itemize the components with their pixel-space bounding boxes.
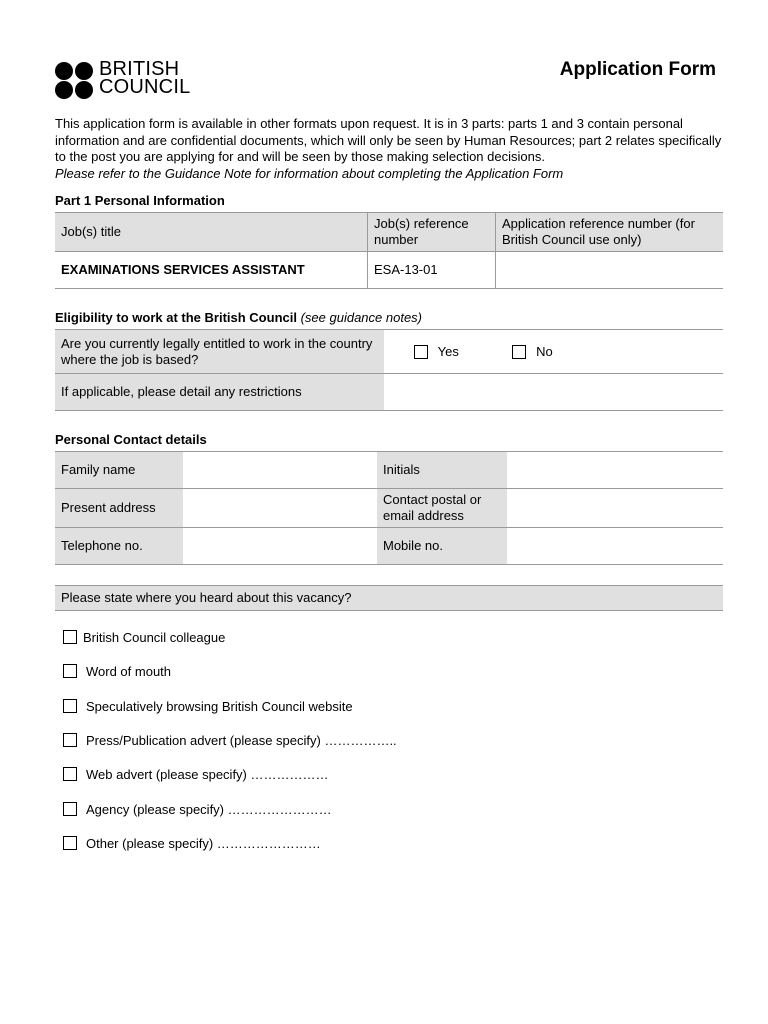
eligibility-question: Are you currently legally entitled to work in the country where the job is based? bbox=[55, 330, 384, 374]
option-checkbox[interactable] bbox=[63, 699, 77, 713]
eligibility-table bbox=[55, 329, 723, 411]
option-label: Speculatively browsing British Council website bbox=[86, 699, 353, 714]
logo-dot-icon bbox=[55, 62, 73, 80]
restrictions-field[interactable] bbox=[384, 374, 723, 411]
option-checkbox[interactable] bbox=[63, 664, 77, 678]
option-checkbox[interactable] bbox=[63, 767, 77, 781]
address-label: Present address bbox=[55, 489, 183, 528]
eligibility-title bbox=[55, 310, 422, 325]
eligibility-title-text: Eligibility to work at the British Council bbox=[55, 310, 297, 325]
restrictions-label: If applicable, please detail any restrictions bbox=[55, 374, 384, 411]
contact-postal-field[interactable] bbox=[507, 489, 723, 528]
app-ref-field[interactable] bbox=[496, 252, 724, 289]
option-label: Agency (please specify) …………………… bbox=[86, 802, 332, 817]
vacancy-question: Please state where you heard about this vacancy? bbox=[55, 586, 723, 611]
logo-line1: BRITISH bbox=[99, 58, 180, 80]
mobile-label: Mobile no. bbox=[377, 528, 507, 565]
yes-label: Yes bbox=[437, 343, 459, 359]
option-checkbox[interactable] bbox=[63, 836, 77, 850]
option-label: Word of mouth bbox=[86, 664, 172, 679]
british-council-logo bbox=[55, 58, 195, 99]
page-title: Application Form bbox=[559, 59, 716, 80]
intro-text: This application form is available in other formats upon request. It is in 3 parts: parts 1 and 3 contain personal information and are confidential documents, which will only be seen by Human Resources; part 2 relates specifically to the post you are applying for and will be seen by those making selection decisions. bbox=[55, 116, 722, 164]
job-title-header: Job(s) title bbox=[55, 213, 368, 252]
logo-dot-icon bbox=[75, 62, 93, 80]
job-table bbox=[55, 212, 723, 289]
option-label: Press/Publication advert (please specify) …………….. bbox=[86, 733, 397, 748]
logo-line2: COUNCIL bbox=[99, 76, 191, 98]
vacancy-table bbox=[55, 585, 723, 611]
initials-label: Initials bbox=[377, 452, 507, 489]
telephone-field[interactable] bbox=[183, 528, 377, 565]
app-ref-header: Application reference number (for British Council use only) bbox=[496, 213, 724, 252]
initials-field[interactable] bbox=[507, 452, 723, 489]
logo-dot-icon bbox=[75, 81, 93, 99]
no-checkbox[interactable] bbox=[512, 345, 526, 359]
contact-postal-label: Contact postal or email address bbox=[377, 489, 507, 528]
no-label: No bbox=[536, 343, 553, 359]
job-ref-value: ESA-13-01 bbox=[368, 252, 496, 289]
yes-checkbox[interactable] bbox=[414, 345, 428, 359]
family-name-label: Family name bbox=[55, 452, 183, 489]
option-checkbox[interactable] bbox=[63, 733, 77, 747]
mobile-field[interactable] bbox=[507, 528, 723, 565]
logo-dot-icon bbox=[55, 81, 73, 99]
part1-title: Part 1 Personal Information bbox=[55, 193, 225, 208]
contact-table bbox=[55, 451, 723, 565]
telephone-label: Telephone no. bbox=[55, 528, 183, 565]
intro-note: Please refer to the Guidance Note for information about completing the Application Form bbox=[55, 165, 564, 181]
address-field[interactable] bbox=[183, 489, 377, 528]
option-checkbox[interactable] bbox=[63, 802, 77, 816]
eligibility-title-note: (see guidance notes) bbox=[300, 310, 423, 325]
logo-text bbox=[99, 60, 190, 96]
option-label: Other (please specify) …………………… bbox=[86, 836, 321, 851]
family-name-field[interactable] bbox=[183, 452, 377, 489]
option-checkbox[interactable] bbox=[63, 630, 77, 644]
job-ref-header: Job(s) reference number bbox=[368, 213, 496, 252]
eligibility-answer bbox=[384, 330, 723, 374]
contact-title: Personal Contact details bbox=[55, 432, 207, 447]
option-label: British Council colleague bbox=[83, 630, 226, 645]
intro-paragraph bbox=[55, 116, 735, 182]
option-label: Web advert (please specify) ……………… bbox=[86, 767, 329, 782]
job-title-value: EXAMINATIONS SERVICES ASSISTANT bbox=[55, 252, 368, 289]
